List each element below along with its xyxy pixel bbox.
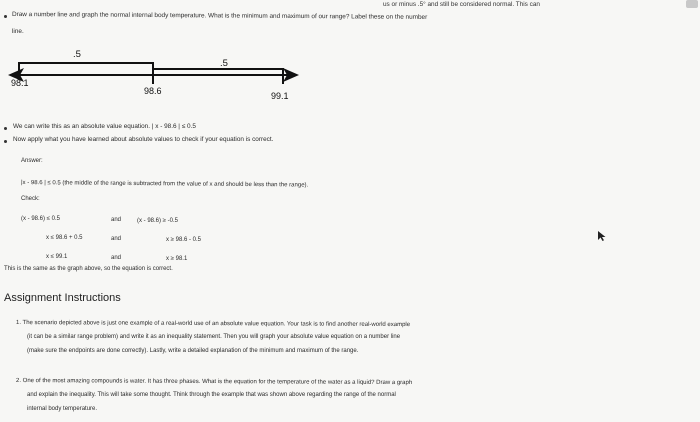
center-tick [152,62,154,84]
left-endpoint-tick [18,62,20,74]
check-row-2-left: x ≤ 98.6 + 0.5 [46,235,83,241]
center-value-label: 98.6 [144,86,162,96]
mouse-cursor-icon [598,231,606,241]
check-row-3-and: and [111,255,122,261]
check-conclusion: This is the same as the graph above, so the equation is correct. [4,266,173,272]
check-row-3-left: x ≤ 99.1 [46,254,68,260]
answer-equation-line: |x - 98.6 | ≤ 0.5 (the middle of the range is subtracted from the value of x and should be less than the range). [20,180,309,189]
right-endpoint-tick [282,68,284,84]
answer-label: Answer: [21,158,43,164]
left-interval-bracket [18,62,152,64]
bullet-icon [4,15,7,18]
bullet-absolute-value-equation: We can write this as an absolute value equation. | x - 98.6 | ≤ 0.5 [13,123,196,130]
check-label: Check: [21,196,40,202]
corner-thumbnail-icon [686,0,698,8]
check-row-1-right: (x - 98.6) ≥ -0.5 [137,218,178,224]
check-row-2-right: x ≥ 98.6 - 0.5 [166,237,201,243]
bullet-icon [4,140,7,143]
right-value-label: 99.1 [271,91,289,101]
top-fragment-text: us or minus .5° and still be considered normal. This can [383,1,540,8]
check-row-3-right: x ≥ 98.1 [166,256,188,262]
assignment-item-1-line-2: (it can be a similar range problem) and write it as an inequality statement. Then you will graph your absolute value equation on a number line [27,334,401,340]
right-interval-label: .5 [220,58,228,69]
assignment-item-2-line-1: 2. One of the most amazing compounds is water. It has three phases. What is the equation for the temperature of the water as a liquid? Draw a graph [15,378,413,387]
assignment-item-2-line-2: and explain the inequality. This will take some thought. Think through the example that was shown above regarding the range of the normal [27,392,396,398]
left-value-label: 98.1 [11,78,29,88]
check-row-1-and: and [111,217,122,223]
assignment-heading: Assignment Instructions [4,292,121,304]
check-row-1-left: (x - 98.6) ≤ 0.5 [21,216,60,222]
question-1-line-1: Draw a number line and graph the normal internal body temperature. What is the minimum and maximum of our range? Label these on the number [11,11,428,21]
question-1-line-2: line. [12,28,24,35]
assignment-item-2-line-3: internal body temperature. [27,406,98,412]
left-interval-label: .5 [73,49,81,60]
check-row-2-and: and [111,236,122,242]
bullet-apply-check: Now apply what you have learned about absolute values to check if your equation is correct. [13,136,274,143]
assignment-item-1-line-3: (make sure the endpoints are done correctly). Lastly, write a detailed explanation of the minimum and maximum of the range. [27,348,359,354]
right-interval-bracket [152,68,282,70]
bullet-icon [4,127,7,130]
right-arrow-icon [283,68,299,82]
assignment-item-1-line-1: 1. The scenario depicted above is just one example of a real-world use of an absolute value equation. Your task is to find another real-world example [15,320,411,329]
